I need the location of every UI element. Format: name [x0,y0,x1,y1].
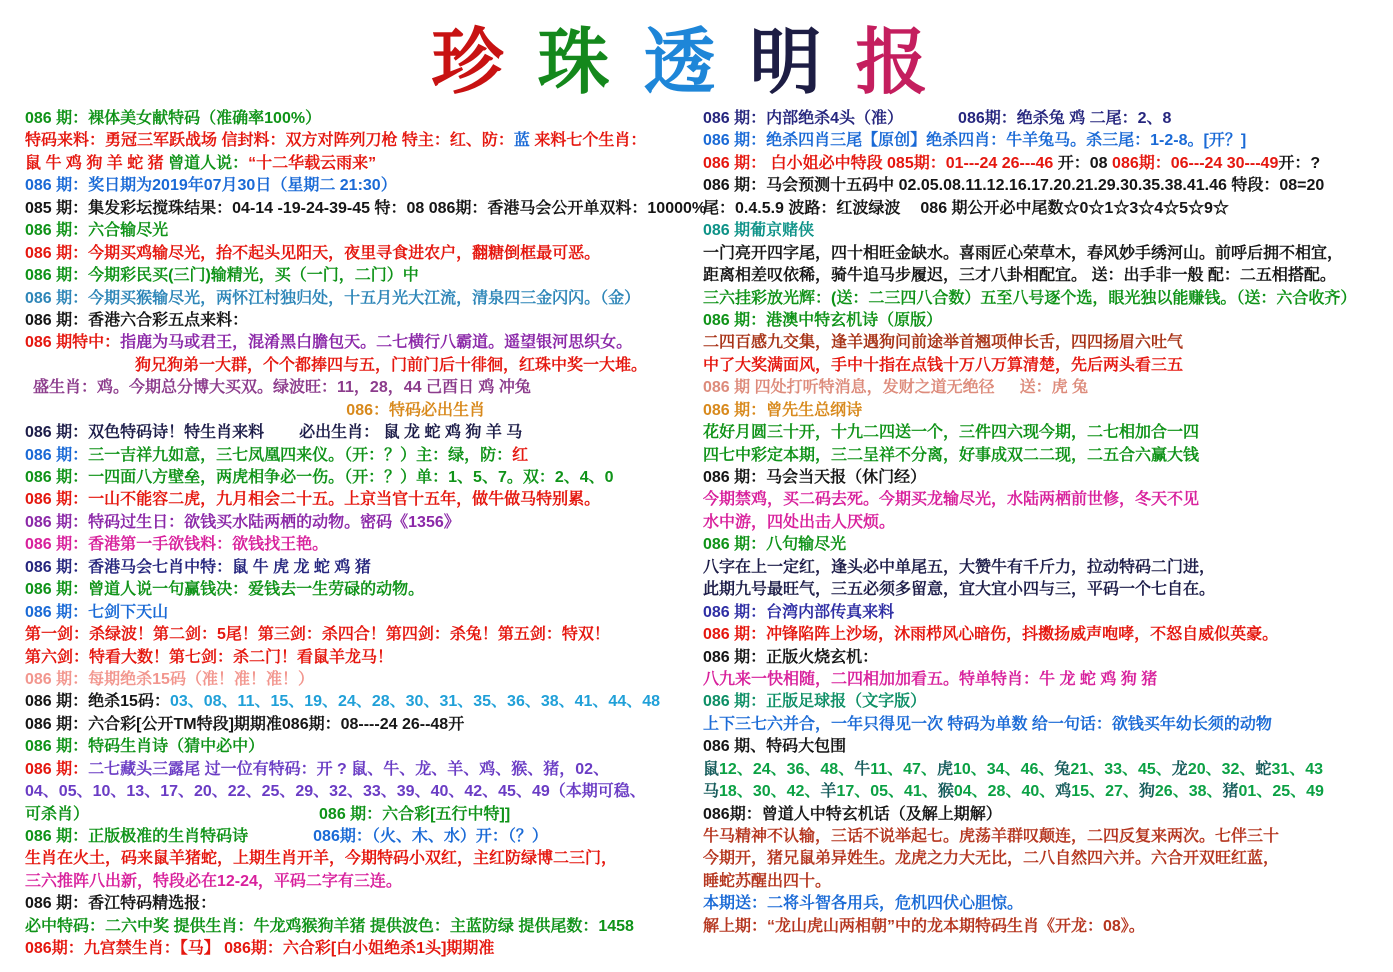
text-segment: 开：? [1278,154,1321,172]
text-line [25,377,690,399]
text-segment: 086期：九宫禁生肖：【马】 086期：六合彩[白小姐绝杀1头]期期准 [25,940,495,958]
text-line [25,871,690,893]
text-segment: 086 期：港澳中特玄机诗（原版） [703,311,943,329]
text-line [703,220,1393,242]
text-segment: 04、28、40、 [953,783,1056,801]
text-line [703,557,1393,579]
text-line [25,624,690,646]
text-segment: 11、47、 [870,760,937,778]
text-line [25,332,690,354]
text-segment: 086 期：每期绝杀15码（准！准！准！） [25,670,314,688]
text-segment: 睡蛇苏醒出四十。 [703,872,832,890]
text-line [703,467,1393,489]
text-segment: 086 期：六合彩[公开TM特段]期期准086期：08----24 26--48开 [25,715,465,733]
title-char: 珠 [537,19,644,104]
text-segment: 中了大奖满面风，手中十指在点钱十万八万算清楚，先后两头看三五 [703,356,1184,374]
text-segment: 086 期：特码生肖诗（猜中必中） [25,738,265,756]
text-segment: 一门亮开四字尾，四十相旺金缺水。喜雨匠心荣草木，春风妙手绣河山。前呼后拥不相宜， [703,244,1344,262]
text-line [25,288,690,310]
text-line [25,153,690,175]
text-segment: 蛇 [1255,760,1272,778]
text-line [703,579,1393,601]
text-segment: 086 期公开必中尾数☆0☆1☆3☆4☆5☆9☆ [920,199,1229,217]
text-segment: 086期：曾道人中特玄机话（及解上期解） [703,805,1002,823]
text-segment: 三一吉祥九如意，三七凤凰四来仪。（开：？）主：绿，防： [88,446,513,464]
text-line [25,422,690,444]
text-segment: 羊 [820,783,837,801]
text-segment: 04、05、10、13、17、20、22、25、29、32、33、39、40、42、45、49（本期可稳、 [25,783,646,801]
text-line [703,108,1393,130]
text-line [25,108,690,130]
text-segment: 086 期：裸体美女献特码（准确率100%） [25,110,322,127]
text-line [703,624,1393,646]
text-line [703,916,1393,938]
left-column [25,108,707,961]
text-segment: 086 期： [25,446,89,464]
text-segment: 086期：（火、木、水）开：（？） [313,828,548,845]
text-segment: 086 期：马会预测十五码中 02.05.08.11.12.16.17.20.21.29.30.35.38.41.46 特段：08=20 [703,177,1325,195]
text-segment: 第六剑：特看大数！第七剑：杀二门！看鼠羊龙马！ [25,648,394,666]
text-line [25,489,690,511]
text-line [703,265,1393,287]
text-line [25,175,690,197]
text-line [25,579,690,601]
text-segment: 086 期：香江特码精选报： [25,895,217,913]
text-segment: 086 期：冲锋陷阵上沙场，沐雨栉风心暗伤，抖擞扬威声咆哮，不怒自威似英豪。 [703,626,1279,644]
text-line [25,938,690,960]
text-segment: 086 期： [25,760,89,778]
text-segment: 086 期：曾道人说一句赢钱决：爱钱去一生劳碌的动物。 [25,581,425,599]
text-segment: 蓝 [513,132,530,150]
text-line [25,512,690,534]
text-line [703,243,1393,265]
text-segment: 指鹿为马或君王，混淆黑白膽包天。二七横行八霸道。遥望银河思织女。 [120,334,633,352]
text-segment: 猴 [937,783,954,801]
text-segment: 牛 [854,760,871,778]
text-line [703,310,1393,332]
text-segment: 086 期、特码大包围 [703,738,847,756]
text-segment: 水中游，四处出击人厌烦。 [703,513,896,531]
text-line [703,804,1393,826]
text-segment: 二七藏头三露尾 过一位有特码：开 ? 鼠、牛、龙、羊、鸡、猴、猪，02、 [88,760,610,778]
text-segment: 086 期：特码过生日：欲钱买水陆两栖的动物。密码《1356》 [25,513,460,531]
title-char: 报 [855,19,962,104]
text-line [703,893,1393,915]
text-segment: 鸡 [1055,783,1072,801]
text-line [703,736,1393,758]
text-segment: 086 期：绝杀四肖三尾【原创】绝杀四肖：牛羊兔马。杀三尾：1-2-8。[开？] [703,132,1247,150]
text-segment: 086 期：六合输尽光 [25,222,169,240]
right-column [703,108,1393,938]
text-line [25,265,690,287]
text-segment: 今期开，猪兄鼠弟异姓生。龙虎之力大无比，二八自然四六并。六合开双旺红蓝， [703,850,1280,868]
text-line [703,288,1393,310]
text-line [703,714,1393,736]
text-line [25,916,690,938]
text-line [25,736,690,758]
text-line [25,243,690,265]
text-line [25,826,690,848]
text-line [703,534,1393,556]
text-segment: 来料七个生肖： [529,132,647,150]
text-line [25,804,690,826]
text-segment: 086 期葡京赌侠 [703,222,815,240]
text-segment: 必出生肖： 鼠 龙 蛇 鸡 狗 羊 马 [299,424,523,442]
text-line [703,512,1393,534]
text-line [25,130,690,152]
text-line [25,893,690,915]
text-segment: 086 期：今期买鸡输尽光，抬不起头见阳天，夜里寻食进农户，翻糖倒框最可恶。 [25,244,601,262]
text-line [25,669,690,691]
text-segment: 鼠 牛 鸡 狗 羊 蛇 猪 [25,154,169,172]
text-line [25,310,690,332]
text-segment: 狗 [1138,783,1155,801]
text-segment: 红 [512,446,529,464]
text-line [25,647,690,669]
text-segment: 086 期：香港六合彩五点来料： [25,311,249,329]
text-segment: 086 期：香港马会七肖中特：鼠 牛 虎 龙 蛇 鸡 猪 [25,558,371,576]
text-segment: 03、08、11、15、19、24、28、30、31、35、36、38、41、44、48 [169,693,661,711]
text-segment: 三六挂彩放光辉：(送：二三四八合数）五至八号逐个选，眼光独以能赚钱。（送：六合收齐） [703,289,1357,307]
text-segment: 086 期 四处打听特消息，发财之道无绝径 [703,379,995,397]
text-segment: 必中特码：二六中奖 提供生肖：牛龙鸡猴狗羊猪 提供波色：主蓝防绿 提供尾数：1458 [25,917,634,935]
text-line [703,691,1393,713]
text-segment: 086 期：正版极准的生肖特码诗 [25,828,249,845]
text-segment: 086 期：一山不能容二虎，九月相会二十五。上京当官十五年，做牛做马特别累。 [25,491,601,509]
text-segment: 085 期：集发彩坛搅珠结果：04-14 -19-24-39-45 特：08 086期：香港马会公开单双料：10000% [25,199,707,217]
text-segment: 086 期：一四面八方壁垒，两虎相争必一伤。（开：？）单：1、5、7。双：2、4、0 [25,469,614,486]
text-segment: 086 期：台湾内部传真来料 [703,603,895,621]
text-segment: 21、33、45、 [1070,760,1172,778]
text-segment: 086 期特中： [25,334,121,352]
text-segment: 本期送：二将斗智各用兵，危机四伏心胆惊。 [703,895,1024,913]
text-segment: 15、27、 [1071,783,1139,801]
text-segment: 086：特码必出生肖 [346,401,485,419]
text-segment: 龙 [1171,760,1188,778]
text-line [703,781,1393,803]
text-line [25,534,690,556]
text-segment: 31、43 [1271,760,1324,778]
text-line [25,602,690,624]
text-segment: 八字在上一定红，逢头必中单尾五，大赞牛有千斤力，拉动特码二门进， [703,558,1216,576]
text-segment: 此期九号最旺气，三五必须多留意，宜大宜小四与三，平码一个七自在。 [703,581,1216,599]
text-segment: 盛生肖：鸡。今期总分博大买双。绿波旺：11，28，44 己酉日 鸡 冲兔 [33,379,531,397]
text-segment: 可杀肖） [25,805,90,823]
text-segment: 086 期：香港第一手欲钱料：欲钱找王艳。 [25,536,329,554]
text-line [25,198,707,220]
text-segment: 086 期：今期买猴输尽光，两怀江村独归处，十五月光大江流，清泉四三金闪闪。（金） [25,289,641,307]
text-line [703,130,1393,152]
text-segment: 鼠 [703,760,720,778]
text-line [25,781,690,803]
text-segment: 086 期：正版火烧玄机： [703,648,879,666]
text-segment: 上下三七六并合，一年只得见一次 特码为单数 给一句话：欲钱买年幼长须的动物 [703,715,1272,733]
text-segment: 猪 [1222,783,1239,801]
text-line [703,445,1393,467]
text-segment: 12、24、36、48、 [719,760,855,778]
title-char: 明 [749,19,856,104]
text-segment: 特码来料：勇冠三军跃战场 信封料：双方对阵列刀枪 特主：红、防： [25,132,514,150]
text-line [703,355,1393,377]
text-line [25,220,690,242]
text-segment: 10、34、46、 [952,760,1055,778]
text-segment: 第一剑：杀绿波！第二剑：5尾！第三剑：杀四合！第四剑：杀兔！第五剑：特双！ [25,626,610,644]
text-segment: 086 期： 白小姐必中特段 085期：01---24 26---46 [703,154,1058,172]
text-segment: 曾道人说： [168,154,249,172]
text-line [703,602,1393,624]
text-line [703,153,1393,175]
text-line [25,400,690,422]
text-segment: 18、30、42、 [719,783,821,801]
text-segment: 26、38、 [1154,783,1223,801]
text-segment: 今期禁鸡，买二码去死。今期买龙输尽光，水陆两栖前世修，冬天不见 [703,491,1200,509]
text-segment: 086期：绝杀兔 鸡 二尾：2、8 [958,110,1172,127]
text-line [25,557,690,579]
text-segment: 086 期：绝杀15码： [25,693,170,711]
text-segment: 三六推阵八出新，特段必在12-24，平码二字有三连。 [25,872,402,890]
title-char: 珍 [431,19,538,104]
text-segment: 086 期：六合彩[五行中特]] [319,805,511,823]
text-line [703,871,1393,893]
text-segment: 086 期：曾先生总纲诗 [703,401,863,419]
text-line [25,759,690,781]
text-line [703,198,1393,220]
text-segment: 086 期：双色特码诗！特生肖来料 [25,424,265,442]
text-segment: 解上期：“龙山虎山两相朝”中的龙本期特码生肖《开龙：08》。 [703,917,1145,935]
text-line [25,467,690,489]
text-segment: 01、25、49 [1238,783,1324,801]
text-segment: 086 期：今期彩民买(三门)输精光，买（一门，二门）中 [25,267,419,285]
text-segment: 牛马精神不认输，三话不说举起七。虎荡羊群叹颠连，二四反复来两次。七伴三十 [703,828,1280,845]
text-line [703,826,1393,848]
title-char: 透 [643,19,750,104]
text-segment: 八九来一快相随，二四相加加看五。特单特肖：牛 龙 蛇 鸡 狗 猪 [703,670,1158,688]
text-line [25,714,690,736]
text-segment: 马 [703,783,720,801]
text-line [25,691,690,713]
text-segment: “十二华载云雨来” [248,154,377,172]
text-segment: 086 期：八句输尽光 [703,536,847,554]
text-segment: 086 期：内部绝杀4头（准） [703,110,904,127]
text-segment: 送：虎 兔 [1019,379,1089,397]
text-segment: 086 期：马会当天报（休门经） [703,469,927,486]
text-segment: 开：08 [1057,154,1108,172]
text-line [703,400,1393,422]
text-line [703,377,1393,399]
text-line [703,489,1393,511]
text-line [703,669,1393,691]
text-line [703,332,1393,354]
text-segment: 17、05、41、 [836,783,938,801]
text-segment: 虎 [936,760,953,778]
text-line [703,848,1393,870]
text-line [25,848,690,870]
text-segment: 四七中彩定本期，三二呈祥不分离，好事成双二二现，二五合六赢大钱 [703,446,1200,464]
text-line [25,445,690,467]
text-segment: 兔 [1054,760,1071,778]
text-line [703,422,1393,444]
text-segment: 花好月圆三十开，十九二四送一个，三件四六现今期，二七相加合一四 [703,424,1200,442]
text-segment: 二四百感九交集，逢羊遇狗问前途举首翘项伸长舌，四四扬眉六吐气 [703,334,1184,352]
text-segment: 086 期：七剑下天山 [25,603,169,621]
text-line [703,759,1393,781]
text-segment: 尾：0.4.5.9 波路：红波绿波 [703,199,901,217]
text-segment: 086 期：奖日期为2019年07月30日（星期二 21:30） [25,177,397,195]
text-segment: 086期：06---24 30---49 [1107,154,1279,172]
text-segment: 20、32、 [1187,760,1256,778]
text-line [703,647,1393,669]
page-title [0,4,1393,108]
text-segment: 狗兄狗弟一大群，个个都捧四与五，门前门后十徘徊，红珠中奖一大堆。 [135,356,648,374]
text-line [25,355,690,377]
text-line [703,175,1393,197]
text-segment: 距离相差叹依稀，骑牛追马步履迟，三才八卦相配宜。 送：出手非一般 配：二五相搭配。 [703,267,1336,285]
text-segment: 086 期：正版足球报（文字版） [703,693,927,711]
text-segment: 生肖在火土，码来鼠羊猪蛇，上期生肖开羊，今期特码小双红，主红防绿博二三门， [25,850,618,868]
